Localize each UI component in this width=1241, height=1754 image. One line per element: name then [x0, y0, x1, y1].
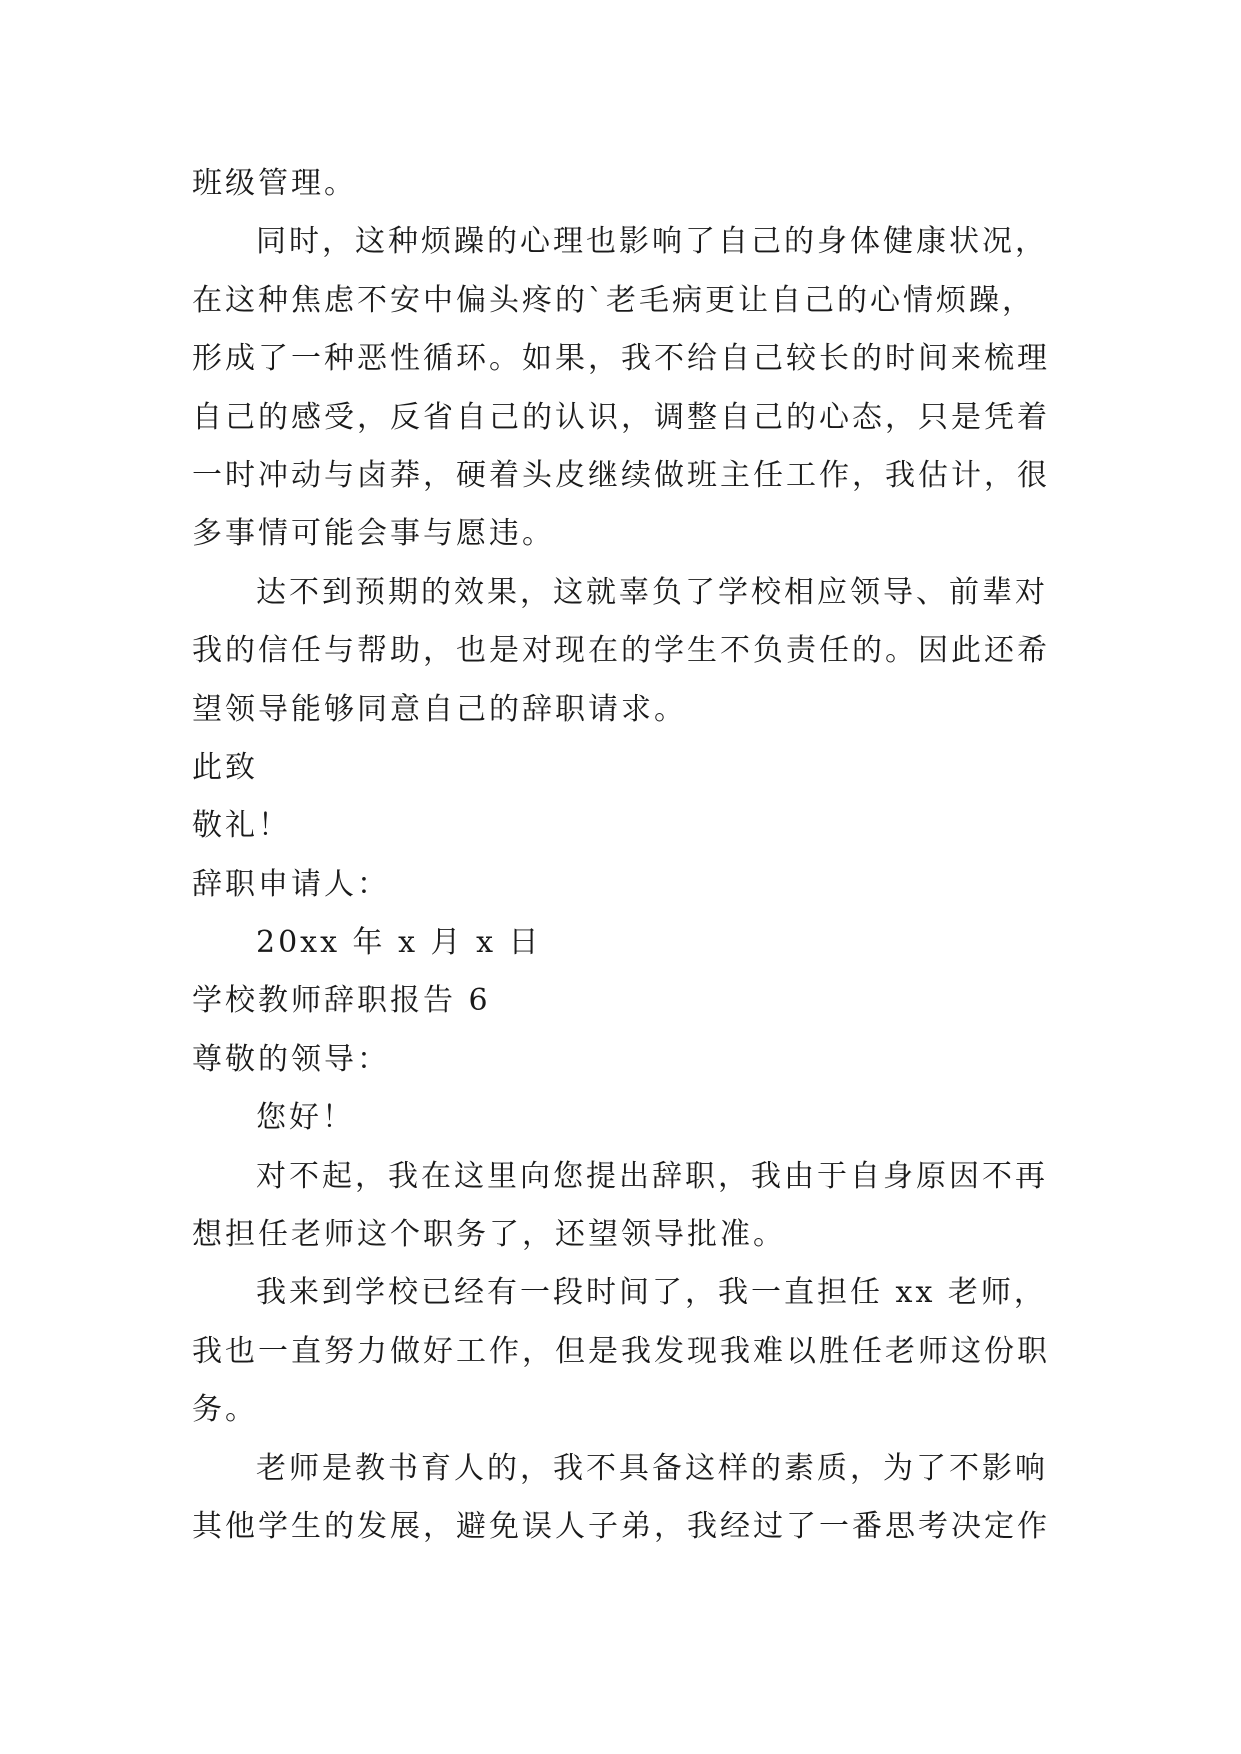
text-line: 多事情可能会事与愿违。 — [192, 516, 555, 552]
text-line: 对不起，我在这里向您提出辞职，我由于自身原因不再 — [256, 1158, 1048, 1194]
letter-hello: 您好！ — [256, 1100, 355, 1136]
text-line: 自己的感受，反省自己的认识，调整自己的心态，只是凭着 — [192, 399, 1050, 435]
closing-regards: 敬礼！ — [192, 808, 291, 844]
text-line: 在这种焦虑不安中偏头疼的`老毛病更让自己的心情烦躁， — [192, 282, 1035, 318]
applicant-label: 辞职申请人： — [192, 866, 390, 902]
text-line: 同时，这种烦躁的心理也影响了自己的身体健康状况， — [256, 224, 1048, 260]
text-line: 务。 — [192, 1392, 258, 1428]
text-line: 我来到学校已经有一段时间了，我一直担任 xx 老师， — [256, 1275, 1047, 1311]
document-page — [192, 155, 1052, 1556]
text-line: 老师是教书育人的，我不具备这样的素质，为了不影响 — [256, 1450, 1048, 1486]
section-title: 学校教师辞职报告 6 — [192, 983, 491, 1019]
text-line: 一时冲动与卤莽，硬着头皮继续做班主任工作，我估计，很 — [192, 457, 1050, 493]
letter-date: 20xx 年 x 月 x 日 — [256, 925, 542, 961]
text-line: 形成了一种恶性循环。如果，我不给自己较长的时间来梳理 — [192, 341, 1050, 377]
text-line: 我也一直努力做好工作，但是我发现我难以胜任老师这份职 — [192, 1333, 1050, 1369]
text-line: 我的信任与帮助，也是对现在的学生不负责任的。因此还希 — [192, 633, 1050, 669]
closing-salutation: 此致 — [192, 749, 258, 785]
text-line: 班级管理。 — [192, 166, 357, 201]
letter-greeting: 尊敬的领导： — [192, 1041, 390, 1077]
text-line: 其他学生的发展，避免误人子弟，我经过了一番思考决定作 — [192, 1508, 1050, 1544]
text-line: 想担任老师这个职务了，还望领导批准。 — [192, 1217, 786, 1253]
text-line: 望领导能够同意自己的辞职请求。 — [192, 691, 687, 727]
text-line: 达不到预期的效果，这就辜负了学校相应领导、前辈对 — [256, 574, 1048, 610]
